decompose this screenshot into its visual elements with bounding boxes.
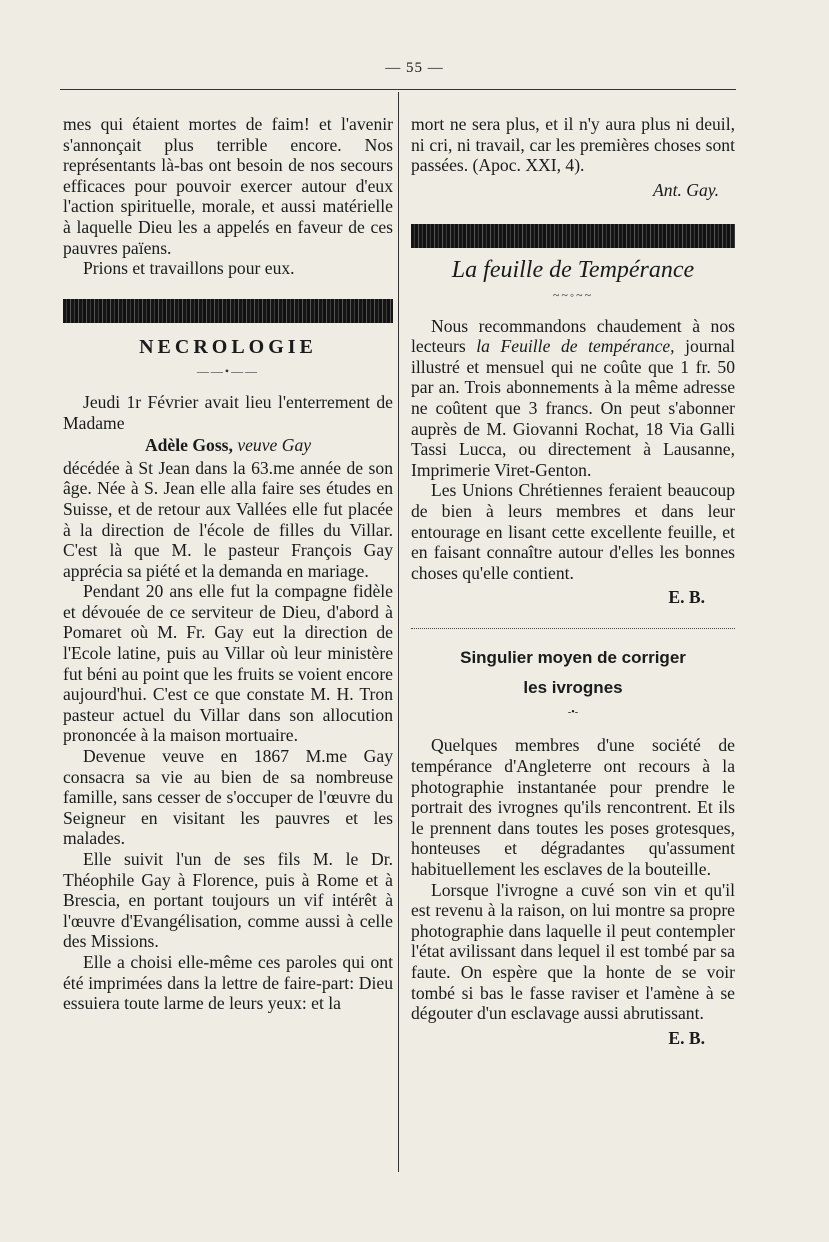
scripture-continuation: mort ne sera plus, et il n'y aura plus ni deuil, ni cri, ni travail, car les premières choses sont passées. (Apoc. XXI, 4). xyxy=(411,114,735,176)
drunkards-paragraph-2: Lorsque l'ivrogne a cuvé son vin et qu'il est revenu à la raison, on lui montre sa propre photographie dans laquelle il peut contempler l'état avilissant dans lequel il est tombé par sa faute. On espère que la honte de se voir tombé si bas le fasse raviser et l'amène à se dégouter d'un esclavage aussi abrutissant. xyxy=(411,879,735,1024)
drunkards-ornament: -•- xyxy=(567,706,579,718)
necrology-paragraph-3: Pendant 20 ans elle fut la compagne fidèle et dévouée de ce serviteur de Dieu, d'abord à Pomaret où M. Fr. Gay eut la direction de l'Ecole latine, puis au Villar où leur ministère fut béni au point que les fruits se voient encore aujourd'hui. C'est ce que constate M. H. Tron pasteur actuel du Villar dans son allocution prononcée à la maison mortuaire. xyxy=(63,581,393,746)
temperance-text-b: journal illustré et mensuel qui ne coûte que 1 fr. 50 par an. Trois abonnements à la même adresse ne coûtent que 3 francs. On peut s'abonner auprès de M. Giovanni Rochat, 18 Via Galli Tassi Lucca, ou directement à Lausanne, Imprimerie Viret-Genton. xyxy=(411,336,736,480)
drunkards-signature: E. B. xyxy=(668,1027,705,1048)
column-divider xyxy=(398,92,399,1172)
necrology-paragraph-6: Elle a choisi elle-même ces paroles qui ont été imprimées dans la lettre de faire-part: Dieu essuiera toute larme de leurs yeux: et la xyxy=(63,951,393,1014)
necrology-signature: Ant. Gay. xyxy=(653,179,719,200)
necrology-title: NECROLOGIE xyxy=(139,335,317,358)
necrology-paragraph-1: Jeudi 1r Février avait lieu l'enterrement de Madame xyxy=(63,391,393,433)
temperance-paragraph-1 xyxy=(411,316,735,481)
header-rule xyxy=(60,89,736,90)
right-column xyxy=(411,114,735,1048)
section-separator-bar xyxy=(63,299,393,323)
temperance-signature: E. B. xyxy=(668,587,705,608)
temperance-journal-name: la Feuille de tempérance, xyxy=(476,336,675,357)
temperance-title: La feuille de Tempérance xyxy=(451,257,695,284)
drunkards-paragraph-1: Quelques membres d'une société de tempérance d'Angleterre ont recours à la photographie instantanée pour prendre le portrait des ivrognes qu'ils rencontrent. Et ils le prennent dans toutes les poses grotesques, honteuses et dégradantes qu'assument habituellement les esclaves de la bouteille. xyxy=(411,735,735,880)
drunkards-title-line-1: Singulier moyen de corriger xyxy=(460,647,686,667)
deceased-name-italic: veuve Gay xyxy=(237,435,312,456)
deceased-name-bold: Adèle Goss, xyxy=(144,435,233,456)
deceased-name xyxy=(63,435,393,456)
dotted-separator xyxy=(411,628,735,629)
necrology-paragraph-2: décédée à St Jean dans la 63.me année de son âge. Née à S. Jean elle alla faire ses études en Suisse, et de retour aux Vallées elle fut placée à la direction de l'école de filles du Villar. C'est là que M. le pasteur François Gay apprécia sa piété et la demanda en mariage. xyxy=(63,457,393,581)
mission-paragraph: mes qui étaient mortes de faim! et l'avenir s'annonçait plus terrible encore. Nos représentants là-bas ont besoin de nos secours efficaces pour pouvoir exercer autour d'eux l'action spirituelle, morale, et aussi matérielle à laquelle Dieu les a appelés en faveur de ces pauvres païens. xyxy=(63,114,393,258)
necrology-ornament: ——•—— xyxy=(196,364,260,379)
prayer-line: Prions et travaillons pour eux. xyxy=(83,258,295,279)
left-column xyxy=(63,114,393,1014)
section-separator-bar xyxy=(411,224,735,248)
necrology-paragraph-5: Elle suivit l'un de ses fils M. le Dr. Théophile Gay à Florence, puis à Rome et à Brescia, en portant toujours un vif intérêt à l'œuvre d'Evangélisation, comme aussi à celle des Missions. xyxy=(63,849,393,952)
page-number: — 55 — xyxy=(385,60,444,76)
temperance-paragraph-2: Les Unions Chrétiennes feraient beaucoup de bien à leurs membres et dans leur entourage en lisant cette excellente feuille, et en faisant connaître autour d'elles les bonnes choses qu'elle contient. xyxy=(411,480,735,583)
necrology-paragraph-4: Devenue veuve en 1867 M.me Gay consacra sa vie au bien de sa nombreuse famille, sans cesser de s'occuper de l'œuvre du Seigneur en visitant les pauvres et les malades. xyxy=(63,746,393,849)
temperance-ornament: ~~◦~~ xyxy=(552,287,594,302)
drunkards-title-line-2: les ivrognes xyxy=(523,677,623,697)
temperance-text-a: Nous recommandons chaudement à nos lecteurs xyxy=(411,315,735,357)
